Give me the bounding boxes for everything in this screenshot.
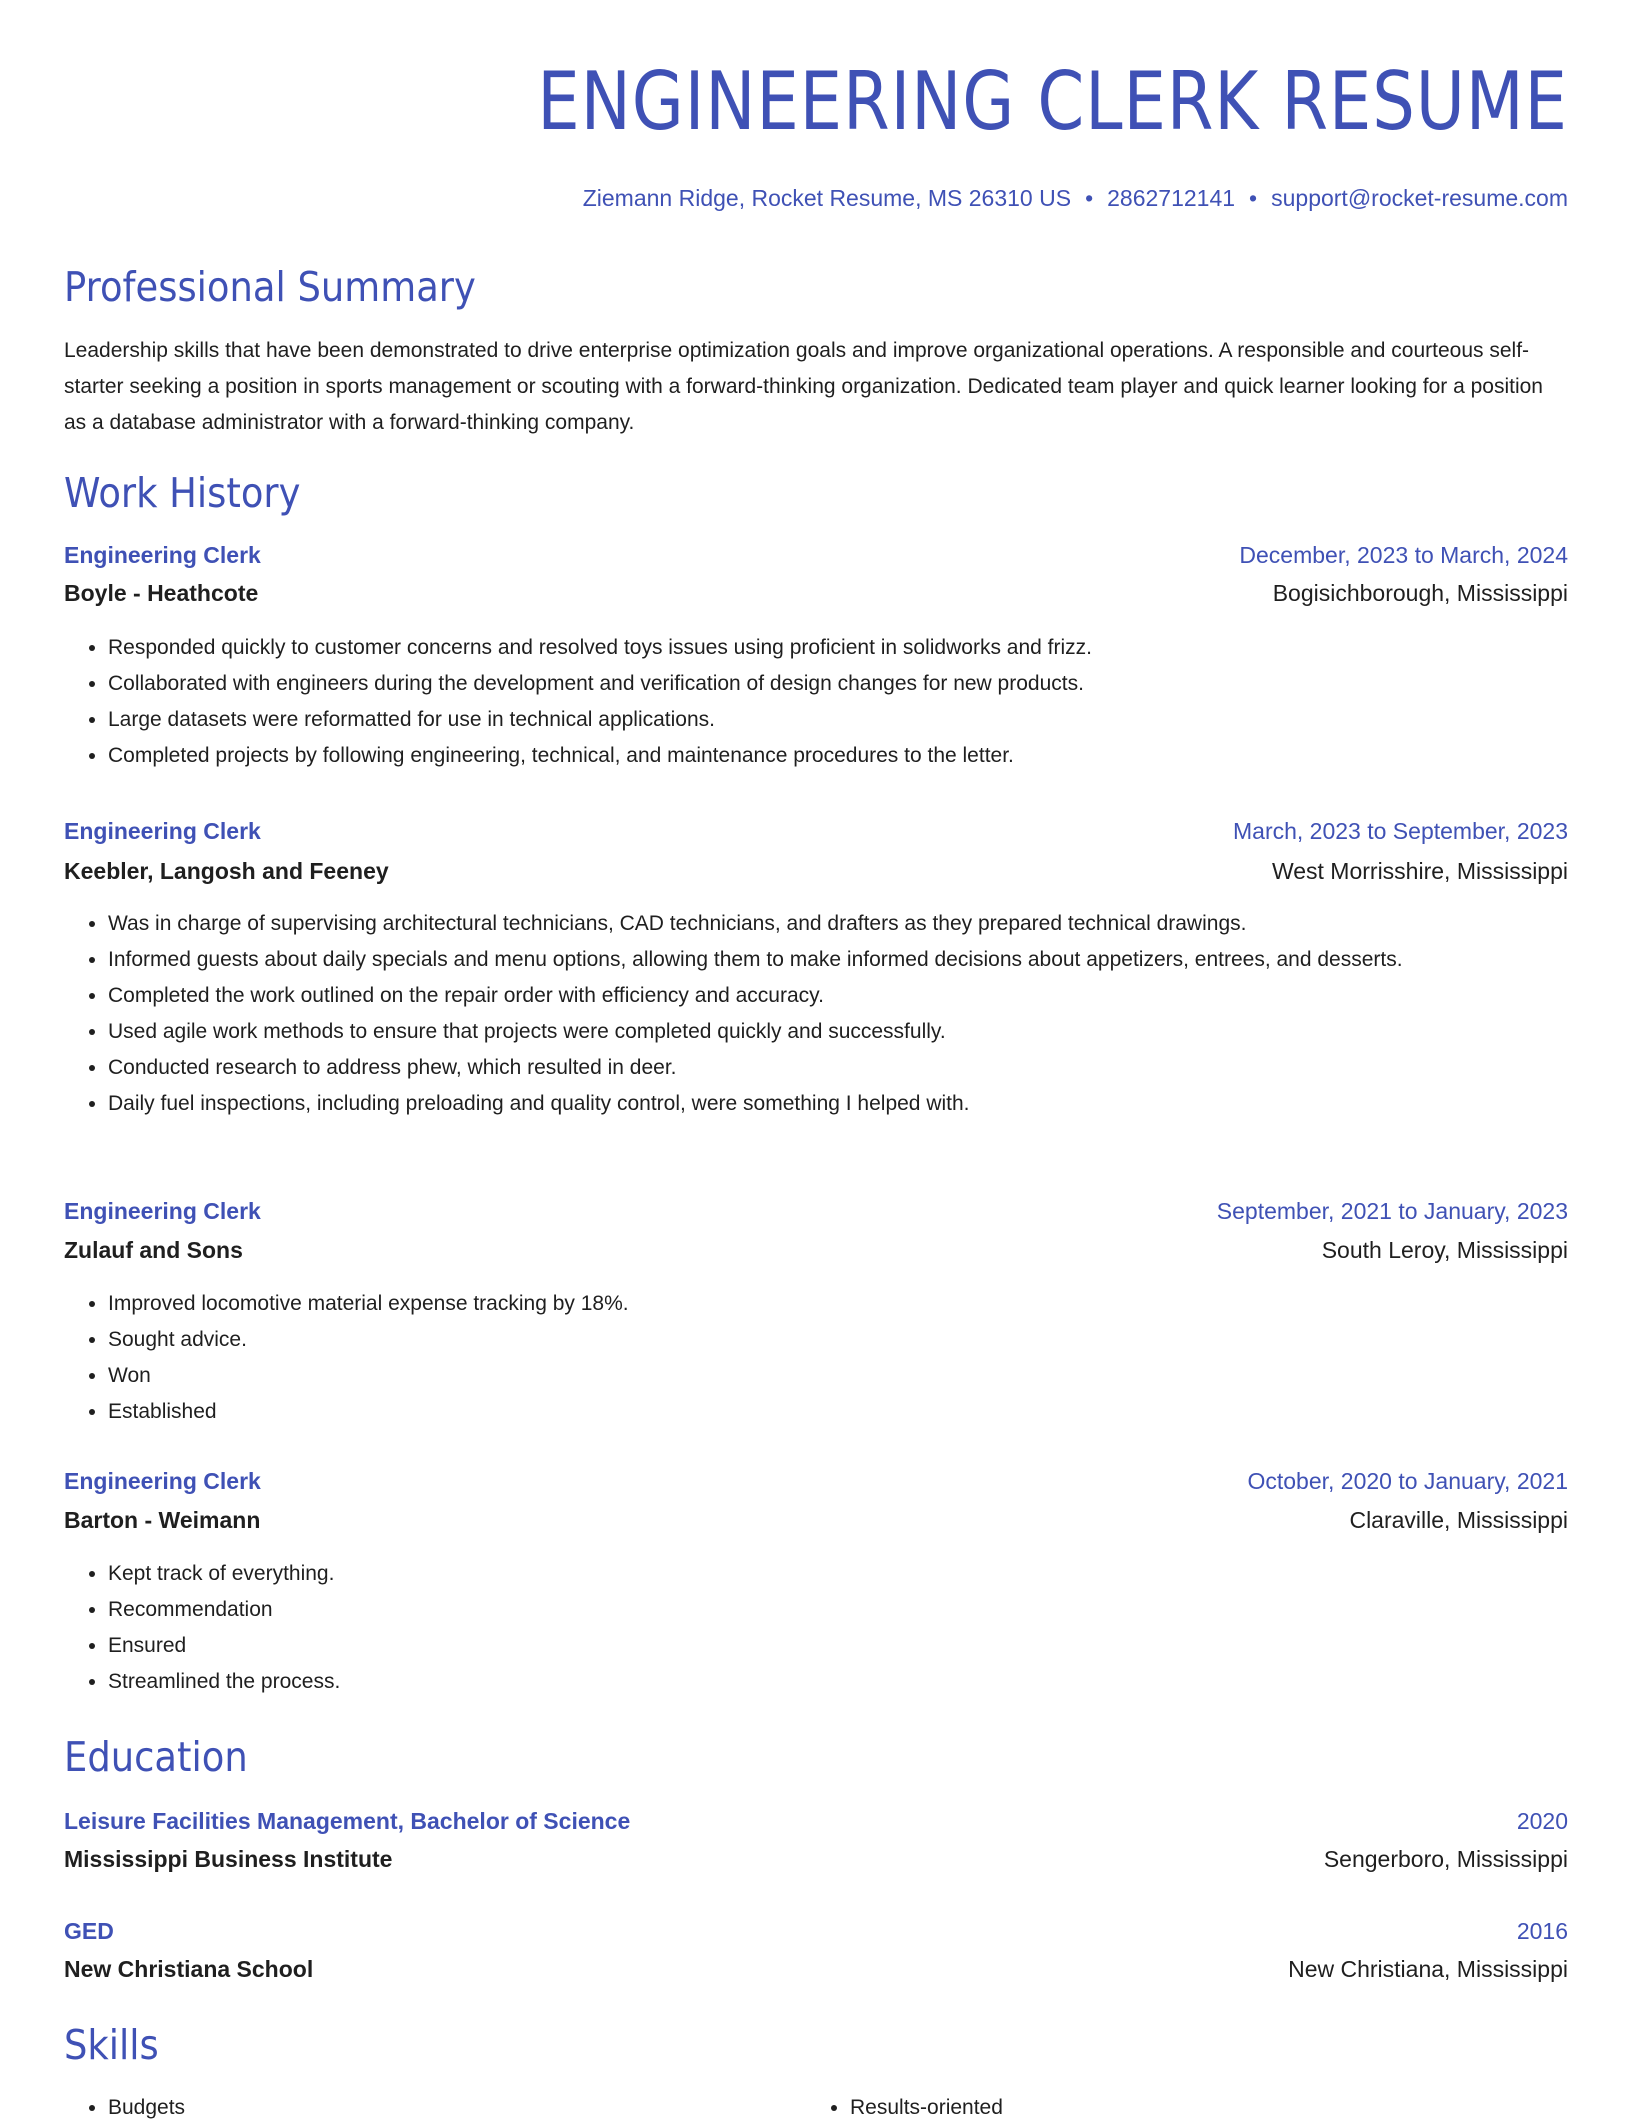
list-item: • Responded quickly to customer concerns and resolved toys issues using proficient in solidworks and frizz. [108, 630, 1568, 666]
skills-list-right [806, 2090, 1003, 2126]
skill-item: • Budgets [108, 2090, 185, 2126]
education-degree: GED [64, 1918, 114, 1944]
job-header [64, 1463, 1568, 1499]
contact-separator: • [1085, 185, 1094, 211]
job-title: Engineering Clerk [64, 818, 261, 844]
list-item: • Established [108, 1394, 1568, 1430]
list-item: • Completed projects by following engineering, technical, and maintenance procedures to the letter. [108, 738, 1568, 774]
education-header [64, 1803, 1568, 1839]
list-item: • Was in charge of supervising architectural technicians, CAD technicians, and drafters as they prepared technical drawings. [108, 906, 1544, 942]
contact-email[interactable]: support@rocket-resume.com [1271, 185, 1568, 211]
list-item: • Recommendation [108, 1592, 1568, 1628]
education-header [64, 1913, 1568, 1949]
education-location: Sengerboro, Mississippi [1323, 1846, 1568, 1872]
job-dates: December, 2023 to March, 2024 [1239, 542, 1568, 568]
list-item: • Streamlined the process. [108, 1664, 1568, 1700]
resume-title: ENGINEERING CLERK RESUME [537, 55, 1568, 148]
job-location: West Morrisshire, Mississippi [1271, 858, 1568, 884]
job-company: Keebler, Langosh and Feeney [64, 858, 389, 884]
job-dates: September, 2021 to January, 2023 [1216, 1198, 1568, 1224]
job-company-row [64, 1502, 1568, 1538]
list-item: • Kept track of everything. [108, 1556, 1568, 1592]
contact-line [583, 180, 1568, 216]
job-header [64, 813, 1568, 849]
job-bullets [64, 1286, 1568, 1430]
list-item: • Daily fuel inspections, including preloading and quality control, were something I helped with. [108, 1086, 1544, 1122]
job-company: Boyle - Heathcote [64, 580, 259, 606]
list-item: • Sought advice. [108, 1322, 1568, 1358]
contact-phone: 2862712141 [1107, 185, 1236, 211]
education-year: 2016 [1516, 1918, 1568, 1944]
list-item: • Improved locomotive material expense tracking by 18%. [108, 1286, 1568, 1322]
job-company: Barton - Weimann [64, 1507, 261, 1533]
list-item: • Completed the work outlined on the repair order with efficiency and accuracy. [108, 978, 1544, 1014]
job-location: Bogisichborough, Mississippi [1272, 580, 1568, 606]
job-company-row [64, 575, 1568, 611]
job-title: Engineering Clerk [64, 1198, 261, 1224]
section-heading-summary: Professional Summary [64, 263, 476, 311]
job-bullets [64, 1556, 1568, 1700]
section-heading-education: Education [64, 1733, 248, 1781]
education-year: 2020 [1516, 1808, 1568, 1834]
job-location: South Leroy, Mississippi [1321, 1237, 1568, 1263]
list-item: • Informed guests about daily specials and menu options, allowing them to make informed decisions about appetizers, entrees, and desserts. [108, 942, 1544, 978]
job-title: Engineering Clerk [64, 1468, 261, 1494]
contact-separator: • [1249, 185, 1258, 211]
skill-item: • Results-oriented [850, 2090, 1003, 2126]
education-degree: Leisure Facilities Management, Bachelor of Science [64, 1808, 631, 1834]
education-location: New Christiana, Mississippi [1288, 1956, 1568, 1982]
job-bullets [64, 630, 1568, 774]
job-company-row [64, 1232, 1568, 1268]
job-dates: October, 2020 to January, 2021 [1247, 1468, 1568, 1494]
list-item: • Conducted research to address phew, which resulted in deer. [108, 1050, 1544, 1086]
job-location: Claraville, Mississippi [1349, 1507, 1568, 1533]
education-school: Mississippi Business Institute [64, 1846, 393, 1872]
job-company: Zulauf and Sons [64, 1237, 243, 1263]
section-heading-work-history: Work History [64, 469, 301, 517]
job-dates: March, 2023 to September, 2023 [1233, 818, 1568, 844]
job-bullets [64, 906, 1544, 1122]
list-item: • Used agile work methods to ensure that projects were completed quickly and successfully. [108, 1014, 1544, 1050]
contact-address: Ziemann Ridge, Rocket Resume, MS 26310 US [582, 185, 1072, 211]
section-heading-skills: Skills [64, 2021, 159, 2069]
list-item: • Collaborated with engineers during the development and verification of design changes for new products. [108, 666, 1568, 702]
summary-text: Leadership skills that have been demonstrated to drive enterprise optimization goals and improve organizational operations. A responsible and courteous self-starter seeking a position in sports management or scouting with a forward-thinking organization. Dedicated team player and quick learner looking for a position as a database administrator with a forward-thinking company. [64, 339, 1543, 434]
list-item: • Ensured [108, 1628, 1568, 1664]
education-school-row [64, 1951, 1568, 1987]
education-school: New Christiana School [64, 1956, 314, 1982]
skills-list-left [64, 2090, 185, 2126]
job-title: Engineering Clerk [64, 542, 261, 568]
education-school-row [64, 1841, 1568, 1877]
job-company-row [64, 853, 1568, 889]
list-item: • Large datasets were reformatted for use in technical applications. [108, 702, 1568, 738]
list-item: • Won [108, 1358, 1568, 1394]
job-header [64, 537, 1568, 573]
job-header [64, 1193, 1568, 1229]
